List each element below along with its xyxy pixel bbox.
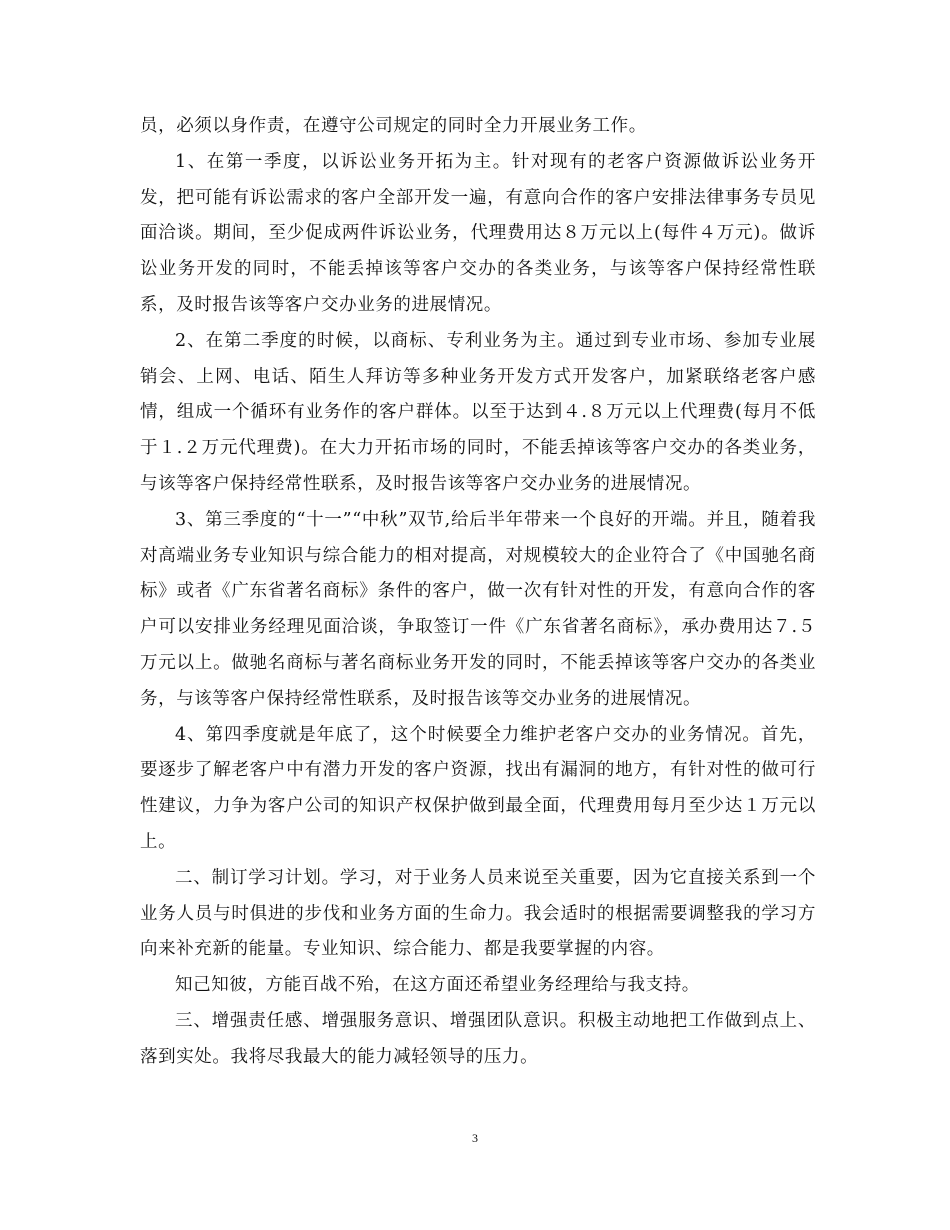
paragraph-1: 员，必须以身作责，在遵守公司规定的同时全力开展业务工作。 bbox=[140, 116, 647, 136]
document-body bbox=[140, 109, 816, 1076]
paragraph-4: 3、第三季度的“十一”“中秋”双节,给后半年带来一个良好的开端。并且，随着我对高端业务专业知识与综合能力的相对提高，对规模较大的企业符合了《中国驰名商标》或者《广东省著名商标》条件的客户，做一次有针对性的开发，有意向合作的客户可以安排业务经理见面洽谈，争取签订一件《广东省著名商标》，承办费用达７.５万元以上。做驰名商标与著名商标业务开发的同时，不能丢掉该等客户交办的各类业务，与该等客户保持经常性联系，及时报告该等交办业务的进展情况。 bbox=[140, 509, 816, 709]
paragraph-8: 三、增强责任感、增强服务意识、增强团队意识。积极主动地把工作做到点上、落到实处。我将尽我最大的能力减轻领导的压力。 bbox=[140, 1010, 816, 1067]
paragraph-7: 知己知彼，方能百战不殆，在这方面还希望业务经理给与我支持。 bbox=[175, 975, 700, 996]
paragraph-5: 4、第四季度就是年底了，这个时候要全力维护老客户交办的业务情况。首先，要逐步了解老客户中有潜力开发的客户资源，找出有漏洞的地方，有针对性的做可行性建议，力争为客户公司的知识产权保护做到最全面，代理费用每月至少达１万元以上。 bbox=[140, 724, 816, 852]
page-number: 3 bbox=[472, 1131, 478, 1145]
paragraph-6: 二、制订学习计划。学习，对于业务人员来说至关重要，因为它直接关系到一个业务人员与时俱进的步伐和业务方面的生命力。我会适时的根据需要调整我的学习方向来补充新的能量。专业知识、综合能力、都是我要掌握的内容。 bbox=[140, 867, 816, 960]
paragraph-2: 1、在第一季度，以诉讼业务开拓为主。针对现有的老客户资源做诉讼业务开发，把可能有诉讼需求的客户全部开发一遍，有意向合作的客户安排法律事务专员见面洽谈。期间，至少促成两件诉讼业务，代理费用达８万元以上(每件４万元)。做诉讼业务开发的同时，不能丢掉该等客户交办的各类业务，与该等客户保持经常性联系，及时报告该等客户交办业务的进展情况。 bbox=[140, 151, 816, 315]
paragraph-3: 2、在第二季度的时候，以商标、专利业务为主。通过到专业市场、参加专业展销会、上网、电话、陌生人拜访等多种业务开发方式开发客户，加紧联络老客户感情，组成一个循环有业务作的客户群体。以至于达到４.８万元以上代理费(每月不低于１.２万元代理费)。在大力开拓市场的同时，不能丢掉该等客户交办的各类业务，与该等客户保持经常性联系，及时报告该等客户交办业务的进展情况。 bbox=[140, 330, 816, 494]
